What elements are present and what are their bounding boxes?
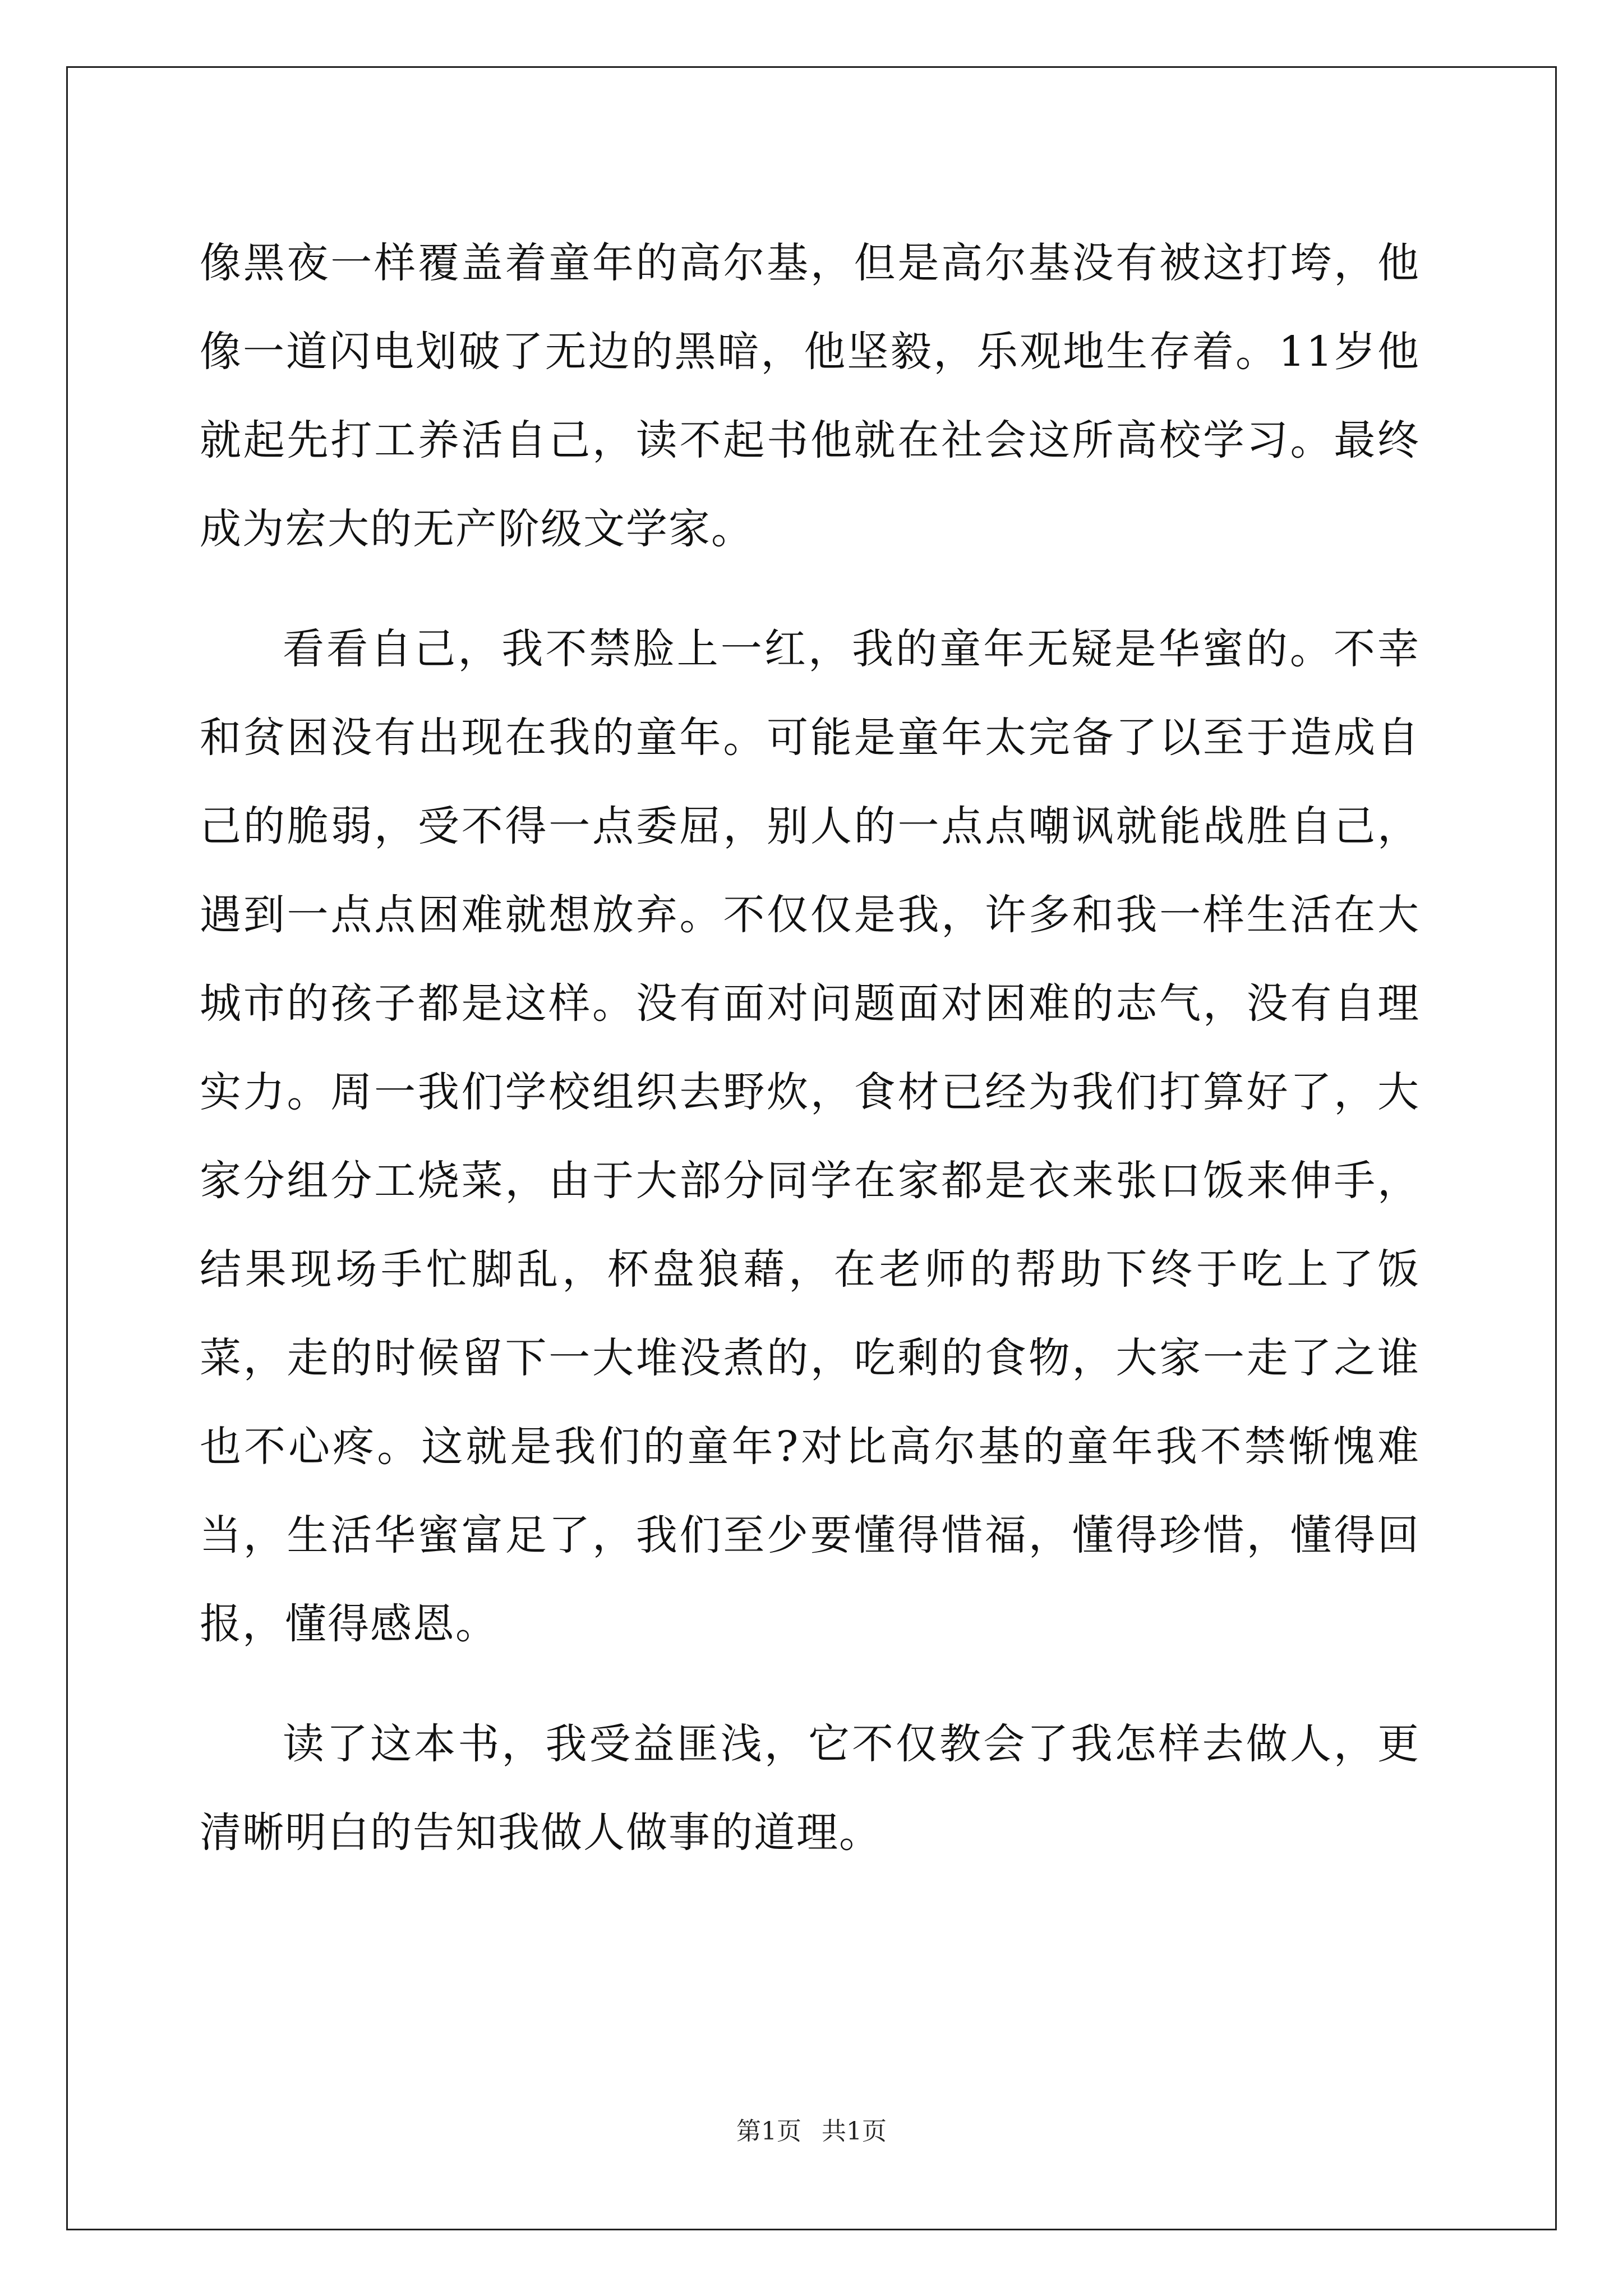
page-total: 共1页 [822, 2117, 887, 2146]
paragraph-3: 读了这本书，我受益匪浅，它不仅教会了我怎样去做人，更清晰明白的告知我做人做事的道理。 [200, 1720, 1420, 1857]
page-number: 第1页 [736, 2117, 801, 2146]
page-footer [0, 2115, 1623, 2148]
document-body [200, 219, 1420, 1908]
paragraph-1: 像黑夜一样覆盖着童年的高尔基，但是高尔基没有被这打垮，他像一道闪电划破了无边的黑暗，他坚毅，乐观地生存着。11岁他就起先打工养活自己，读不起书他就在社会这所高校学习。最终成为宏大的无产阶级文学家。 [200, 239, 1420, 553]
paragraph-2: 看看自己，我不禁脸上一红，我的童年无疑是华蜜的。不幸和贫困没有出现在我的童年。可能是童年太完备了以至于造成自己的脆弱，受不得一点委屈，别人的一点点嘲讽就能战胜自己，遇到一点点困难就想放弃。不仅仅是我，许多和我一样生活在大城市的孩子都是这样。没有面对问题面对困难的志气，没有自理实力。周一我们学校组织去野炊，食材已经为我们打算好了，大家分组分工烧菜，由于大部分同学在家都是衣来张口饭来伸手，结果现场手忙脚乱，杯盘狼藉，在老师的帮助下终于吃上了饭菜，走的时候留下一大堆没煮的，吃剩的食物，大家一走了之谁也不心疼。这就是我们的童年?对比高尔基的童年我不禁惭愧难当，生活华蜜富足了，我们至少要懂得惜福，懂得珍惜，懂得回报，懂得感恩。 [200, 625, 1420, 1648]
